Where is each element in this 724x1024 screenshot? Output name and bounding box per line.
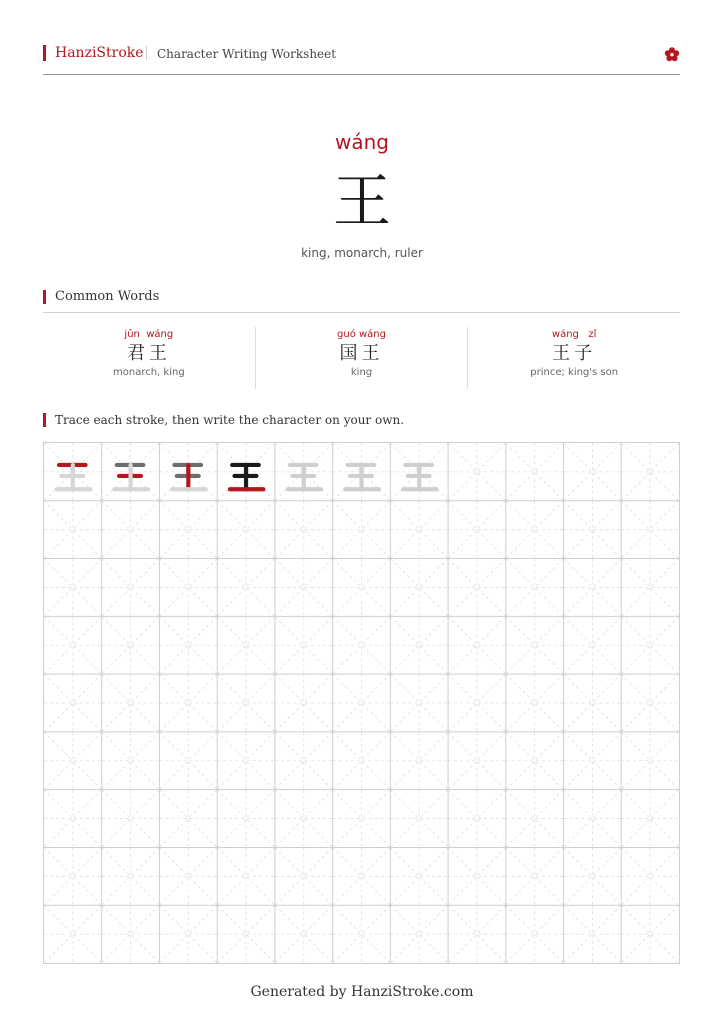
section-accent-bar [43, 413, 46, 427]
footer-credit: Generated by HanziStroke.com [250, 984, 474, 1000]
header-accent-bar [43, 45, 46, 61]
section-accent-bar [43, 290, 46, 304]
character-hanzi: 王 [332, 167, 391, 235]
word-card [43, 327, 256, 389]
word-hanzi: 国王 [339, 343, 384, 364]
word-hanzi: 王子 [552, 343, 597, 364]
brand-name[interactable]: HanziStroke [55, 45, 144, 61]
word-meaning: king [350, 367, 373, 378]
word-card [468, 327, 680, 389]
word-meaning: prince; king's son [530, 367, 619, 378]
worksheet-header [43, 44, 680, 75]
common-words-list [43, 327, 680, 389]
character-pinyin: wáng [335, 130, 389, 154]
character-meaning: king, monarch, ruler [301, 246, 423, 260]
practice-header [43, 411, 680, 431]
worksheet-subtitle: Character Writing Worksheet [157, 47, 337, 61]
common-words-title: Common Words [55, 289, 160, 304]
practice-grid[interactable] [43, 442, 680, 964]
practice-grid-canvas[interactable] [44, 443, 679, 963]
word-pinyin: wáng zǐ [551, 329, 597, 340]
word-pinyin: jūn wáng [124, 329, 174, 340]
header-divider [146, 46, 147, 60]
word-hanzi: 君王 [126, 343, 171, 364]
word-pinyin: guó wáng [337, 329, 386, 340]
practice-instruction: Trace each stroke, then write the character on your own. [55, 413, 405, 427]
word-card [256, 327, 469, 389]
plum-blossom-icon [664, 46, 680, 62]
word-meaning: monarch, king [113, 367, 185, 378]
common-words-header [43, 288, 680, 313]
